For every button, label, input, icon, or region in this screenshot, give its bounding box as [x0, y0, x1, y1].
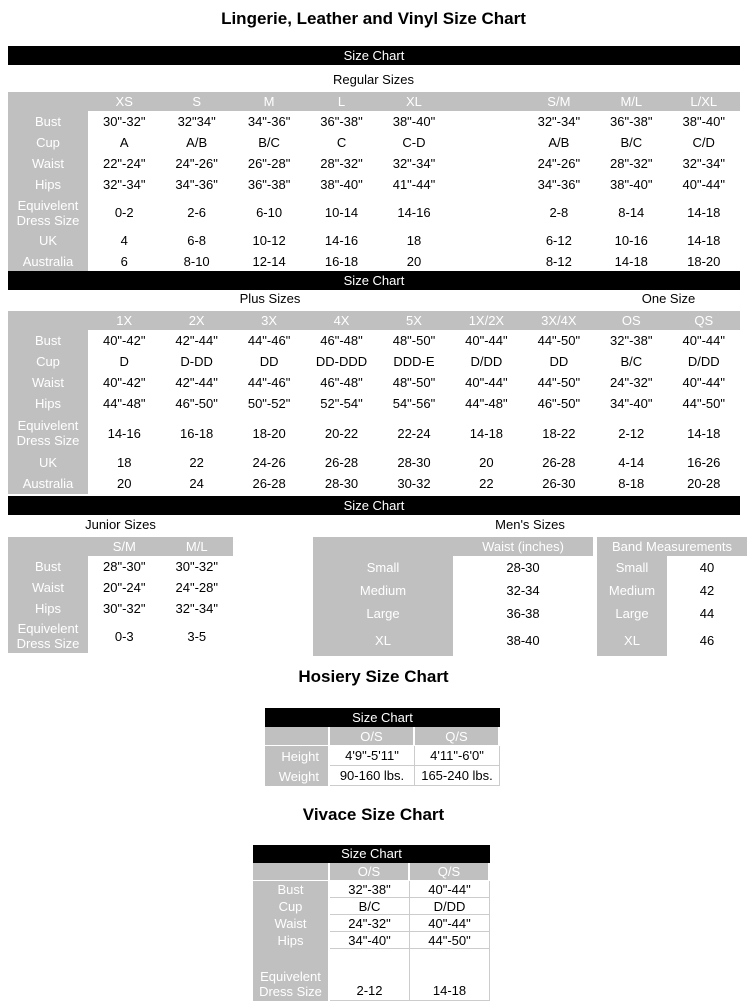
data-cell: 24"-28" — [161, 577, 234, 598]
data-cell: 46 — [667, 625, 747, 656]
size-chart-bar: Size Chart — [8, 46, 740, 65]
column-header: Q/S — [410, 863, 490, 881]
row-label: XL — [313, 625, 453, 656]
table-row — [265, 746, 500, 766]
table-row — [8, 473, 740, 494]
data-cell: 36"-38" — [595, 111, 667, 132]
data-cell: 36-38 — [453, 602, 593, 625]
data-cell: DD — [233, 351, 305, 372]
data-cell: 20-28 — [668, 473, 741, 494]
row-label: Small — [313, 556, 453, 579]
data-cell: 40"-44" — [668, 330, 741, 351]
data-cell: D/DD — [450, 351, 522, 372]
data-cell: 0-3 — [88, 619, 161, 653]
hosiery-title: Hosiery Size Chart — [298, 667, 449, 686]
mens-band-block — [597, 537, 747, 656]
data-cell: 22-24 — [378, 414, 450, 452]
data-cell: 32"-34" — [378, 153, 450, 174]
data-cell: 20"-24" — [88, 577, 161, 598]
column-header: XL — [378, 92, 450, 111]
size-chart-bar: Size Chart — [265, 708, 500, 727]
data-cell: 2-8 — [523, 195, 595, 230]
data-cell: 44"-46" — [233, 372, 305, 393]
mens-band-table — [597, 556, 747, 656]
table-row — [8, 452, 740, 473]
column-header: M/L — [595, 92, 667, 111]
data-cell: 12-14 — [233, 251, 305, 272]
data-cell: 8-14 — [595, 195, 667, 230]
row-label: Hips — [253, 932, 330, 949]
data-cell: 26-28 — [523, 452, 595, 473]
data-cell: 24 — [160, 473, 232, 494]
table-row — [313, 556, 593, 579]
table-header-row — [8, 92, 740, 111]
data-cell: 2-6 — [160, 195, 232, 230]
row-label: Large — [313, 602, 453, 625]
data-cell: 32"34" — [160, 111, 232, 132]
column-header — [8, 92, 88, 111]
data-cell: 44"-50" — [523, 372, 595, 393]
table-row — [8, 577, 233, 598]
table-row — [8, 414, 740, 452]
table-row — [8, 372, 740, 393]
row-label: Bust — [8, 556, 88, 577]
column-header: QS — [668, 311, 741, 330]
data-cell: 28"-30" — [88, 556, 161, 577]
column-header — [313, 537, 453, 556]
table-row — [253, 949, 490, 1001]
column-header: 2X — [160, 311, 232, 330]
size-chart-bar: Size Chart — [8, 496, 740, 515]
table-row — [597, 556, 747, 579]
data-cell: 14-18 — [595, 251, 667, 272]
size-chart-bar: Size Chart — [8, 271, 740, 290]
data-cell: 16-26 — [668, 452, 741, 473]
row-label: Australia — [8, 251, 88, 272]
row-label: Bust — [8, 111, 88, 132]
table-header-row — [8, 311, 740, 330]
row-label: Equivelent Dress Size — [8, 414, 88, 452]
data-cell: DDD-E — [378, 351, 450, 372]
column-header: O/S — [330, 863, 410, 881]
data-cell: 18-22 — [523, 414, 595, 452]
data-cell: 44"-48" — [450, 393, 522, 414]
row-label: Waist — [8, 372, 88, 393]
data-cell: 42"-44" — [160, 372, 232, 393]
data-cell: 18-20 — [233, 414, 305, 452]
column-header: 1X/2X — [450, 311, 522, 330]
data-cell: 28-30 — [453, 556, 593, 579]
hosiery-table — [265, 727, 500, 786]
row-label: Bust — [253, 881, 330, 898]
data-cell: 41"-44" — [378, 174, 450, 195]
data-cell: B/C — [595, 351, 667, 372]
table-row — [597, 625, 747, 656]
data-cell: 18 — [88, 452, 160, 473]
data-cell: 40"-42" — [88, 330, 160, 351]
data-cell: B/C — [233, 132, 305, 153]
table-header-row — [253, 863, 490, 881]
data-cell: 32"-38" — [330, 881, 410, 898]
plus-sizes-label: Plus Sizes — [239, 291, 301, 306]
column-header — [265, 727, 330, 746]
table-row — [253, 915, 490, 932]
table-row — [8, 598, 233, 619]
data-cell: 165-240 lbs. — [415, 766, 500, 786]
column-header: Q/S — [415, 727, 500, 746]
data-cell — [450, 132, 522, 153]
data-cell: 6-12 — [523, 230, 595, 251]
data-cell: 18 — [378, 230, 450, 251]
data-cell: 44"-46" — [233, 330, 305, 351]
data-cell: 38"-40" — [668, 111, 741, 132]
data-cell: D — [88, 351, 160, 372]
data-cell: 42"-44" — [160, 330, 232, 351]
row-label: Cup — [8, 132, 88, 153]
row-label: Medium — [597, 579, 667, 602]
data-cell: A/B — [160, 132, 232, 153]
data-cell: 4'9"-5'11" — [330, 746, 415, 766]
data-cell: 40"-44" — [410, 915, 490, 932]
data-cell: 44"-48" — [88, 393, 160, 414]
data-cell: 20 — [450, 452, 522, 473]
vivace-block — [253, 845, 490, 1001]
data-cell: 44"-50" — [410, 932, 490, 949]
column-header: 4X — [305, 311, 377, 330]
data-cell: 40"-44" — [450, 330, 522, 351]
row-label: Cup — [253, 898, 330, 915]
data-cell: 16-18 — [160, 414, 232, 452]
row-label: Australia — [8, 473, 88, 494]
regular-sizes-label: Regular Sizes — [333, 72, 414, 87]
column-header: S/M — [523, 92, 595, 111]
table-row — [8, 251, 740, 272]
table-row — [253, 898, 490, 915]
row-label: Large — [597, 602, 667, 625]
data-cell: 2-12 — [595, 414, 667, 452]
row-label: Small — [597, 556, 667, 579]
row-label: Hips — [8, 598, 88, 619]
row-label: Waist — [8, 577, 88, 598]
data-cell — [450, 111, 522, 132]
vivace-table — [253, 863, 490, 1001]
data-cell: 14-18 — [450, 414, 522, 452]
data-cell: D/DD — [668, 351, 741, 372]
table-row — [8, 132, 740, 153]
column-header: 1X — [88, 311, 160, 330]
data-cell: 32"-38" — [595, 330, 667, 351]
data-cell — [450, 174, 522, 195]
table-row — [597, 579, 747, 602]
row-label: Cup — [8, 351, 88, 372]
row-label: Equivelent Dress Size — [253, 949, 330, 1001]
data-cell: 46"-50" — [523, 393, 595, 414]
table-row — [597, 602, 747, 625]
data-cell: 14-18 — [668, 195, 741, 230]
table-row — [8, 393, 740, 414]
data-cell: 42 — [667, 579, 747, 602]
data-cell: 14-16 — [378, 195, 450, 230]
data-cell: 0-2 — [88, 195, 160, 230]
row-label: Waist — [253, 915, 330, 932]
table-row — [8, 619, 233, 653]
data-cell: 34"-40" — [595, 393, 667, 414]
table-header-row — [313, 537, 593, 556]
data-cell: 22 — [160, 452, 232, 473]
data-cell: C-D — [378, 132, 450, 153]
table-row — [8, 330, 740, 351]
data-cell: 30"-32" — [88, 111, 160, 132]
junior-sizes-table — [8, 537, 233, 653]
data-cell: 10-14 — [305, 195, 377, 230]
column-header — [8, 537, 88, 556]
data-cell: 34"-40" — [330, 932, 410, 949]
row-label: Bust — [8, 330, 88, 351]
data-cell: 28-30 — [305, 473, 377, 494]
data-cell: 30-32 — [378, 473, 450, 494]
data-cell: 2-12 — [330, 949, 410, 1001]
data-cell: 28-30 — [378, 452, 450, 473]
regular-sizes-table — [8, 92, 740, 272]
data-cell: 30"-32" — [88, 598, 161, 619]
table-row — [8, 230, 740, 251]
column-header: S/M — [88, 537, 161, 556]
data-cell: 48"-50" — [378, 372, 450, 393]
data-cell: 14-18 — [410, 949, 490, 1001]
data-cell: 46"-50" — [160, 393, 232, 414]
table-row — [253, 881, 490, 898]
data-cell: 40"-44" — [668, 372, 741, 393]
data-cell: 8-12 — [523, 251, 595, 272]
data-cell: 50"-52" — [233, 393, 305, 414]
data-cell — [450, 153, 522, 174]
data-cell: 10-12 — [233, 230, 305, 251]
data-cell: 38-40 — [453, 625, 593, 656]
row-label: Height — [265, 746, 330, 766]
data-cell: 10-16 — [595, 230, 667, 251]
data-cell: 28"-32" — [305, 153, 377, 174]
data-cell: 32"-34" — [523, 111, 595, 132]
data-cell: 8-10 — [160, 251, 232, 272]
data-cell: D-DD — [160, 351, 232, 372]
column-header: M/L — [161, 537, 234, 556]
data-cell: 26-30 — [523, 473, 595, 494]
row-label: Equivelent Dress Size — [8, 195, 88, 230]
column-header — [450, 92, 522, 111]
row-label: Weight — [265, 766, 330, 786]
data-cell: A/B — [523, 132, 595, 153]
data-cell: 24"-26" — [523, 153, 595, 174]
column-header: 5X — [378, 311, 450, 330]
data-cell: 40"-42" — [88, 372, 160, 393]
data-cell: 46"-48" — [305, 372, 377, 393]
band-measurements-header: Band Measurements — [597, 537, 747, 556]
data-cell: 26"-28" — [233, 153, 305, 174]
data-cell: 16-18 — [305, 251, 377, 272]
data-cell: 6-8 — [160, 230, 232, 251]
data-cell: 18-20 — [668, 251, 741, 272]
data-cell: 30"-32" — [161, 556, 234, 577]
data-cell: DD-DDD — [305, 351, 377, 372]
data-cell: 46"-48" — [305, 330, 377, 351]
data-cell: 48"-50" — [378, 330, 450, 351]
table-row — [8, 174, 740, 195]
page-title: Lingerie, Leather and Vinyl Size Chart — [221, 9, 526, 28]
data-cell: 20 — [378, 251, 450, 272]
data-cell: 44 — [667, 602, 747, 625]
column-header — [8, 311, 88, 330]
data-cell: 20-22 — [305, 414, 377, 452]
data-cell: 36"-38" — [305, 111, 377, 132]
data-cell: 4-14 — [595, 452, 667, 473]
column-header — [253, 863, 330, 881]
one-size-label: One Size — [641, 291, 696, 306]
row-label: XL — [597, 625, 667, 656]
column-header: M — [233, 92, 305, 111]
data-cell: DD — [523, 351, 595, 372]
data-cell: D/DD — [410, 898, 490, 915]
data-cell: C — [305, 132, 377, 153]
data-cell: 36"-38" — [233, 174, 305, 195]
data-cell: 28"-32" — [595, 153, 667, 174]
row-label: UK — [8, 452, 88, 473]
size-chart-bar: Size Chart — [253, 845, 490, 863]
junior-sizes-label: Junior Sizes — [85, 517, 156, 532]
data-cell: 24"-32" — [595, 372, 667, 393]
data-cell: 3-5 — [161, 619, 234, 653]
table-row — [8, 351, 740, 372]
data-cell: 14-18 — [668, 230, 741, 251]
data-cell: 20 — [88, 473, 160, 494]
table-header-row — [8, 537, 233, 556]
table-row — [8, 195, 740, 230]
data-cell: 40 — [667, 556, 747, 579]
row-label: Hips — [8, 393, 88, 414]
data-cell: 52"-54" — [305, 393, 377, 414]
data-cell: 44"-50" — [523, 330, 595, 351]
data-cell: 34"-36" — [160, 174, 232, 195]
data-cell: 8-18 — [595, 473, 667, 494]
data-cell: 40"-44" — [450, 372, 522, 393]
table-row — [8, 556, 233, 577]
data-cell: B/C — [330, 898, 410, 915]
data-cell: 14-16 — [305, 230, 377, 251]
row-label: UK — [8, 230, 88, 251]
table-row — [313, 602, 593, 625]
column-header: 3X/4X — [523, 311, 595, 330]
data-cell: 24-26 — [233, 452, 305, 473]
data-cell: 32-34 — [453, 579, 593, 602]
table-row — [313, 579, 593, 602]
table-row — [8, 111, 740, 132]
row-label: Hips — [8, 174, 88, 195]
data-cell: 24"-32" — [330, 915, 410, 932]
data-cell: 90-160 lbs. — [330, 766, 415, 786]
data-cell: 26-28 — [305, 452, 377, 473]
data-cell: 32"-34" — [161, 598, 234, 619]
table-row — [265, 766, 500, 786]
column-header: Waist (inches) — [453, 537, 593, 556]
data-cell: 6 — [88, 251, 160, 272]
data-cell: 32"-34" — [668, 153, 741, 174]
data-cell — [450, 195, 522, 230]
vivace-title: Vivace Size Chart — [302, 805, 445, 824]
data-cell: 4 — [88, 230, 160, 251]
mens-sizes-label: Men's Sizes — [495, 517, 565, 532]
table-header-row — [265, 727, 500, 746]
mens-waist-table — [313, 537, 593, 656]
data-cell: 26-28 — [233, 473, 305, 494]
plus-sizes-table — [8, 311, 740, 494]
data-cell: 34"-36" — [523, 174, 595, 195]
data-cell: 24"-26" — [160, 153, 232, 174]
data-cell: 38"-40" — [595, 174, 667, 195]
data-cell: C/D — [668, 132, 741, 153]
row-label: Equivelent Dress Size — [8, 619, 88, 653]
data-cell: 40"-44" — [410, 881, 490, 898]
column-header: 3X — [233, 311, 305, 330]
table-row — [8, 153, 740, 174]
data-cell: A — [88, 132, 160, 153]
column-header: L — [305, 92, 377, 111]
data-cell: 14-18 — [668, 414, 741, 452]
data-cell: 32"-34" — [88, 174, 160, 195]
data-cell: 14-16 — [88, 414, 160, 452]
column-header: XS — [88, 92, 160, 111]
table-row — [313, 625, 593, 656]
data-cell: 38"-40" — [378, 111, 450, 132]
column-header: O/S — [330, 727, 415, 746]
row-label: Waist — [8, 153, 88, 174]
data-cell — [450, 230, 522, 251]
column-header: OS — [595, 311, 667, 330]
data-cell: 22"-24" — [88, 153, 160, 174]
data-cell: 6-10 — [233, 195, 305, 230]
data-cell: 54"-56" — [378, 393, 450, 414]
data-cell: 34"-36" — [233, 111, 305, 132]
data-cell: 4'11"-6'0" — [415, 746, 500, 766]
table-row — [253, 932, 490, 949]
data-cell — [450, 251, 522, 272]
hosiery-block — [265, 708, 500, 786]
column-header: S — [160, 92, 232, 111]
data-cell: 38"-40" — [305, 174, 377, 195]
data-cell: 40"-44" — [668, 174, 741, 195]
data-cell: 22 — [450, 473, 522, 494]
column-header: L/XL — [668, 92, 741, 111]
row-label: Medium — [313, 579, 453, 602]
data-cell: 44"-50" — [668, 393, 741, 414]
data-cell: B/C — [595, 132, 667, 153]
